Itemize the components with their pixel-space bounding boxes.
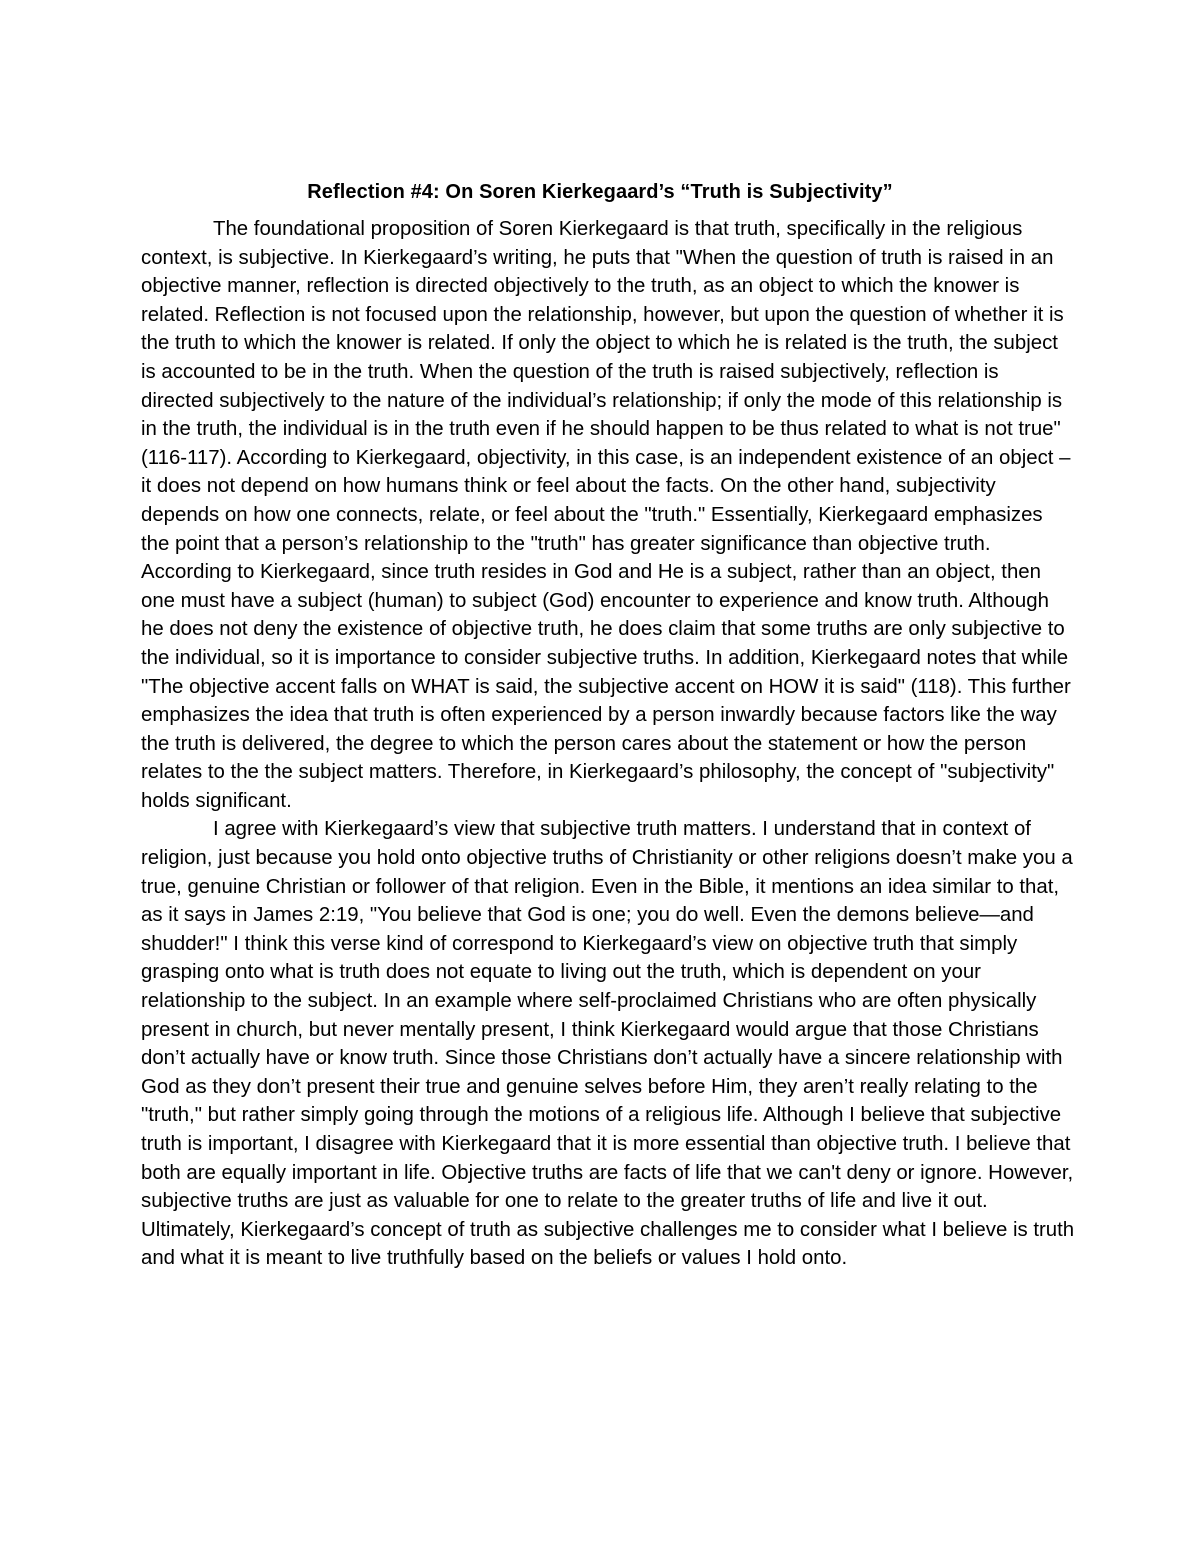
paragraph-1: The foundational proposition of Soren Kierkegaard is that truth, specifically in the religious context, is subjective. In Kierkegaard’s writing, he puts that "When the question of truth is raised in an objective manner, reflection is directed objectively to the truth, as an object to which the knower is related. Reflection is not focused upon the relationship, however, but upon the question of whether it is the truth to which the knower is related. If only the object to which he is related is the truth, the subject is accounted to be in the truth. When the question of the truth is raised subjectively, reflection is directed subjectively to the nature of the individual’s relationship; if only the mode of this relationship is in the truth, the individual is in the truth even if he should happen to be thus related to what is not true" (116-117). According to Kierkegaard, objectivity, in this case, is an independent existence of an object – it does not depend on how humans think or feel about the facts. On the other hand, subjectivity depends on how one connects, relate, or feel about the "truth." Essentially, Kierkegaard emphasizes the point that a person’s relationship to the "truth" has greater significance than objective truth. According to Kierkegaard, since truth resides in God and He is a subject, rather than an object, then one must have a subject (human) to subject (God) encounter to experience and know truth. Although he does not deny the existence of objective truth, he does claim that some truths are only subjective to the individual, so it is importance to consider subjective truths. In addition, Kierkegaard notes that while "The objective accent falls on WHAT is said, the subjective accent on HOW it is said" (118). This further emphasizes the idea that truth is often experienced by a person inwardly because factors like the way the truth is delivered, the degree to which the person cares about the statement or how the person relates to the the subject matters. Therefore, in Kierkegaard’s philosophy, the concept of "subjectivity" holds significant. (141, 218, 1071, 812)
document-body (141, 215, 1076, 1273)
paragraph-2: I agree with Kierkegaard’s view that subjective truth matters. I understand that in context of religion, just because you hold onto objective truths of Christianity or other religions doesn’t make you a true, genuine Christian or follower of that religion. Even in the Bible, it mentions an idea similar to that, as it says in James 2:19, "You believe that God is one; you do well. Even the demons believe—and shudder!" I think this verse kind of correspond to Kierkegaard’s view on objective truth that simply grasping onto what is truth does not equate to living out the truth, which is dependent on your relationship to the subject. In an example where self-proclaimed Christians who are often physically present in church, but never mentally present, I think Kierkegaard would argue that those Christians don’t actually have or know truth. Since those Christians don’t actually have a sincere relationship with God as they don’t present their true and genuine selves before Him, they aren’t really relating to the "truth," but rather simply going through the motions of a religious life. Although I believe that subjective truth is important, I disagree with Kierkegaard that it is more essential than objective truth. I believe that both are equally important in life. Objective truths are facts of life that we can't deny or ignore. However, subjective truths are just as valuable for one to relate to the greater truths of life and live it out. Ultimately, Kierkegaard’s concept of truth as subjective challenges me to consider what I believe is truth and what it is meant to live truthfully based on the beliefs or values I hold onto. (141, 818, 1075, 1270)
document-title: Reflection #4: On Soren Kierkegaard’s “Truth is Subjectivity” (307, 181, 893, 203)
